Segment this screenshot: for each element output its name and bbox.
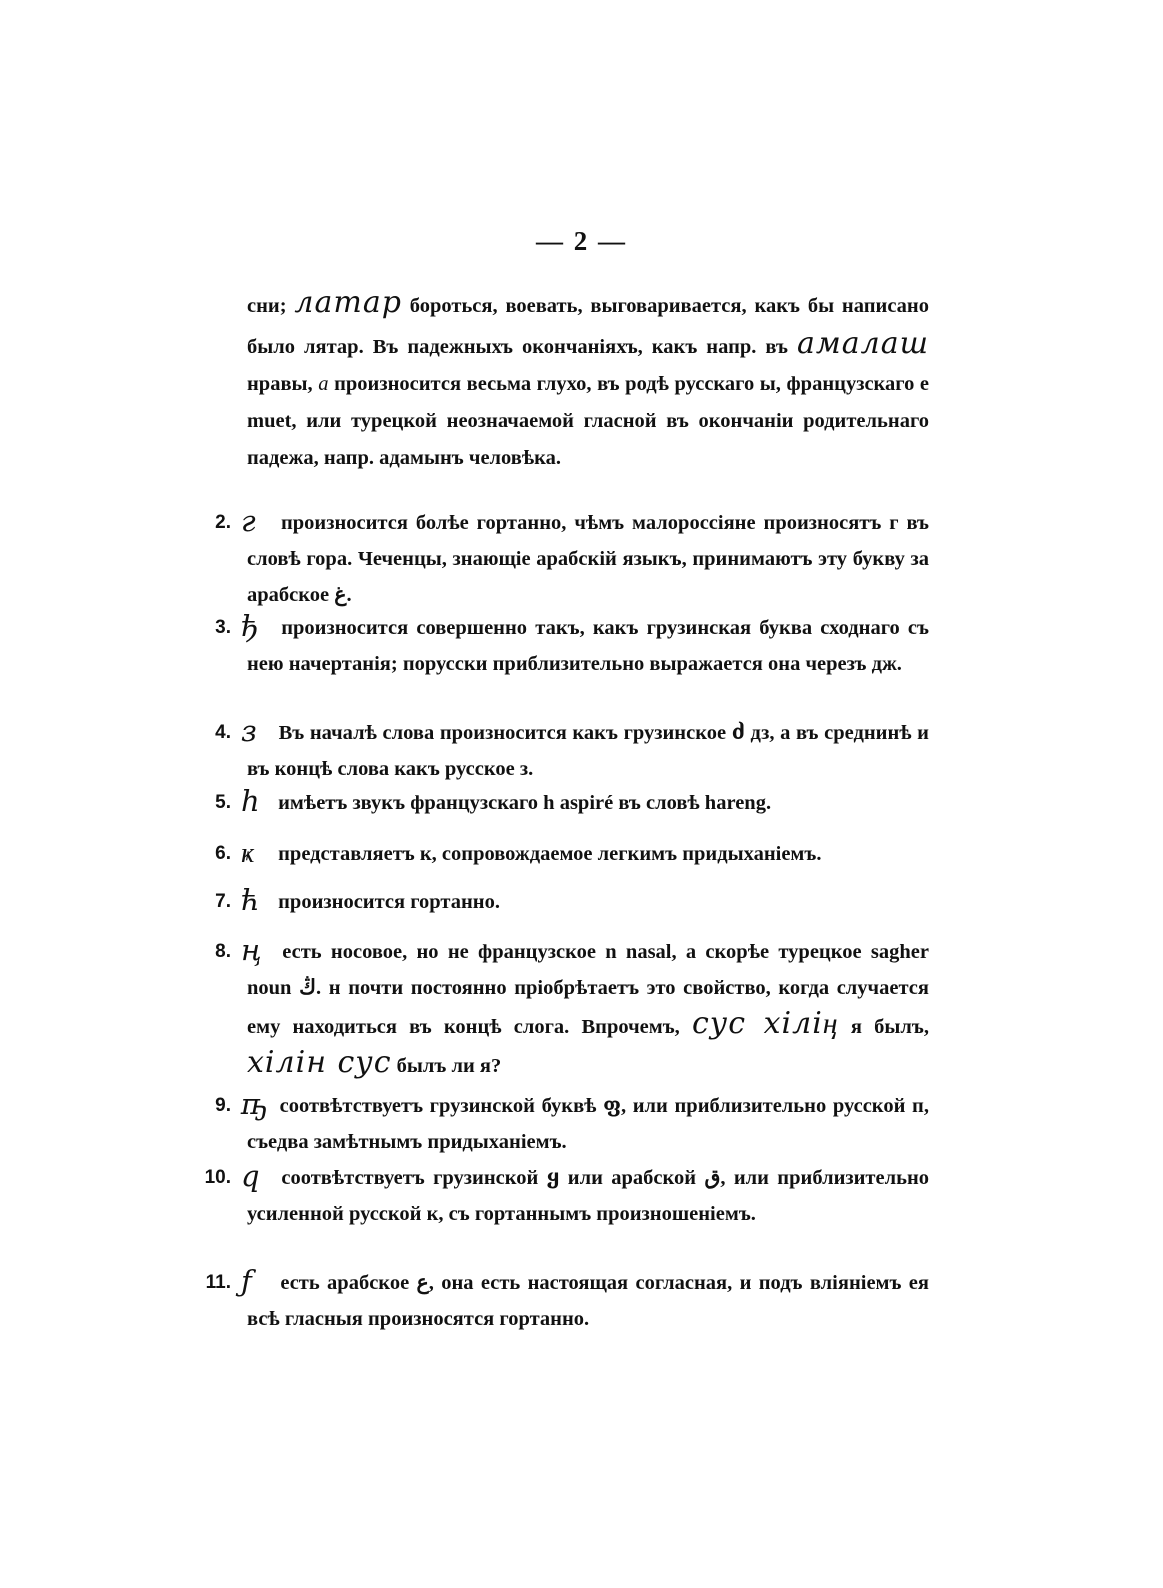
entry-8	[215, 933, 929, 1084]
entry-text: есть арабское ع, она есть настоящая согласная, и подъ вліяніемъ ея всѣ гласныя произносятся гортанно.	[247, 1272, 929, 1330]
entry-text: представляетъ к, сопровождаемое легкимъ придыханіемъ.	[278, 843, 822, 865]
entry-7	[215, 883, 929, 920]
entry-3	[215, 609, 929, 682]
entry-5	[215, 784, 929, 821]
entry-number: 5.	[215, 792, 231, 813]
entry-text-middle: я былъ,	[850, 1016, 929, 1038]
handwritten-word-latar: латар	[294, 285, 402, 320]
script-letter-glyph: h	[241, 784, 260, 818]
intro-text-1: бороться, воевать, выговаривается, какъ бы написано было лятар. Въ падежныхъ окончаніяхъ, какъ напр. въ	[247, 295, 929, 358]
entry-number: 6.	[215, 843, 231, 864]
intro-paragraph	[247, 284, 929, 477]
entry-text-before: есть носовое, но не французское n nasal, а скорѣе турецкое sagher noun ڭ. н почти постоянно пріобрѣтаетъ это свойство, когда случается ему находиться въ концѣ слога. Впрочемъ,	[247, 941, 929, 1038]
page-number: — 2 —	[536, 226, 627, 256]
entry-text: произносится совершенно такъ, какъ грузинская буква сходнаго съ нею начертанія; порусски приблизительно выражается она черезъ дж.	[247, 617, 929, 675]
entry-number: 2.	[215, 512, 231, 533]
entry-10	[204, 1159, 930, 1232]
script-letter-glyph: ң	[241, 933, 262, 967]
entry-9	[215, 1087, 929, 1160]
handwritten-phrase-1: сус хіліӊ	[691, 1006, 839, 1041]
entry-6	[215, 835, 929, 872]
intro-prefix: сни;	[247, 295, 287, 317]
entry-number: 10.	[204, 1167, 231, 1188]
entry-2	[215, 504, 929, 613]
intro-text-2: нравы,	[247, 373, 313, 395]
entry-text: произносится болѣе гортанно, чѣмъ малороссіяне произносятъ г въ словѣ гора. Чеченцы, знающіе арабскій языкъ, принимаютъ эту букву за арабское غ.	[247, 512, 929, 606]
entry-number: 8.	[215, 941, 231, 962]
handwritten-word-amalash: амалаш	[796, 326, 930, 361]
entry-text: соотвѣтствуетъ грузинской буквѣ ფ, или приблизительно русской п, съедва замѣтнымъ придыханіемъ.	[247, 1095, 929, 1153]
script-letter-glyph: г	[241, 504, 256, 538]
entry-number: 3.	[215, 617, 231, 638]
entry-11	[205, 1264, 929, 1337]
entry-number: 7.	[215, 891, 231, 912]
entry-number: 9.	[215, 1095, 231, 1116]
entry-text: соотвѣтствуетъ грузинской ყ или арабской ق, или приблизительно усиленной русской к, съ гортаннымъ произношеніемъ.	[247, 1167, 930, 1225]
entry-number: 11.	[205, 1272, 231, 1293]
handwritten-phrase-2: хілін сус	[247, 1045, 392, 1080]
entry-text-after: былъ ли я?	[396, 1055, 502, 1077]
script-letter-glyph: ђ	[241, 609, 260, 643]
entry-text: имѣетъ звукъ французскаго h aspiré въ словѣ hareng.	[278, 792, 772, 814]
entry-number: 4.	[215, 722, 231, 743]
intro-letter: а	[318, 373, 329, 395]
script-letter-glyph: з	[241, 714, 257, 748]
entry-text: произносится гортанно.	[278, 891, 500, 913]
entry-text: Въ началѣ слова произносится какъ грузинское ძ дз, а въ среднинѣ и въ концѣ слова какъ русское з.	[247, 722, 929, 780]
script-letter-glyph: ћ	[241, 883, 260, 917]
entry-4	[215, 714, 929, 787]
script-letter-glyph: ҧ	[241, 1087, 269, 1121]
script-letter-glyph: ԛ	[241, 1159, 260, 1193]
script-letter-glyph: ƒ	[241, 1264, 252, 1298]
script-letter-glyph: ҝ	[241, 835, 255, 869]
intro-text-3: произносится весьма глухо, въ родѣ русскаго ы, французскаго e muet, или турецкой неозначаемой гласной въ окончаніи родительнаго падежа, напр. адамынъ человѣка.	[247, 373, 930, 469]
